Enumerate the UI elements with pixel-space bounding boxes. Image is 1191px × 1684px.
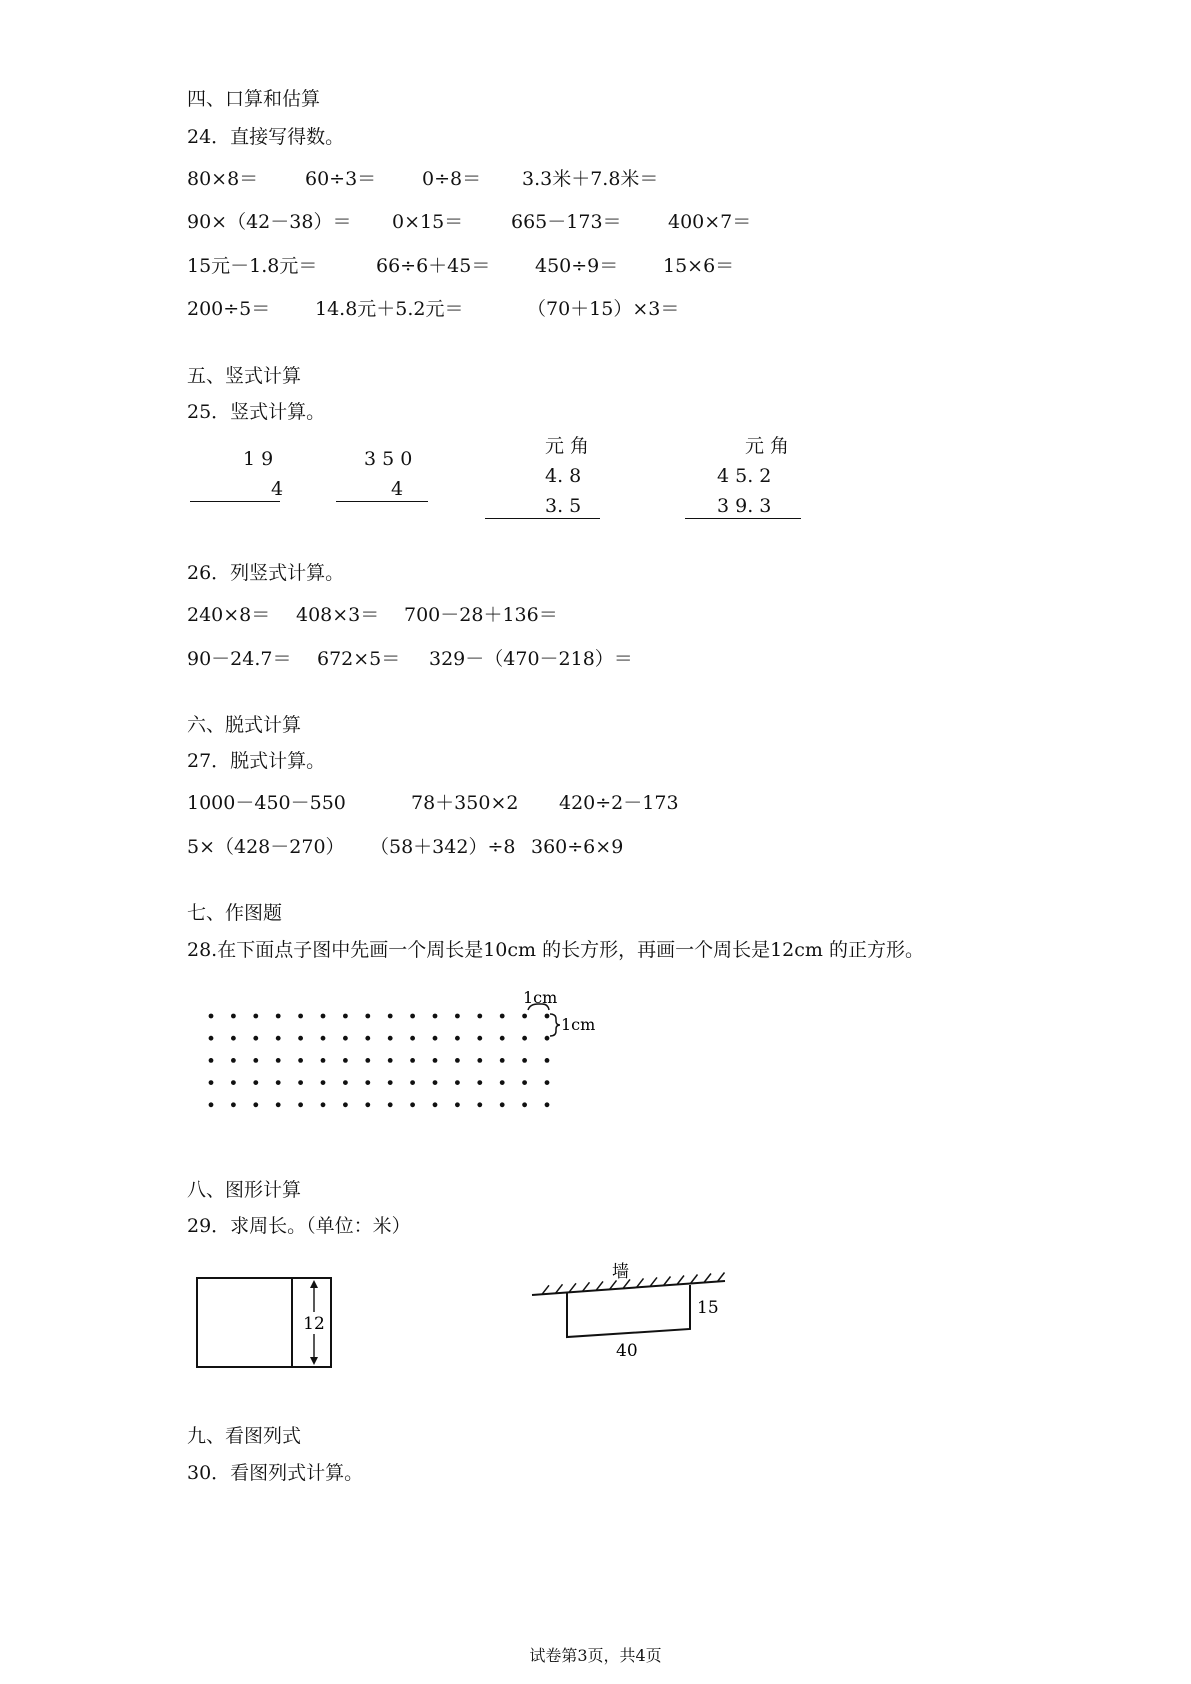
question-30: 30．看图列式计算。 (187, 1462, 364, 1484)
calc-24-2: 60÷3＝ (305, 168, 377, 190)
vertical-1-top: 1 9 (243, 448, 274, 470)
page-footer: 试卷第3页，共4页 (529, 1646, 662, 1665)
calc-26-4: 90－24.7＝ (187, 648, 292, 670)
vertical-3-bottom: 3. 5 (545, 495, 582, 517)
calc-26-5: 672×5＝ (317, 648, 401, 670)
section9-title: 九、看图列式 (187, 1425, 302, 1447)
section5-title: 五、竖式计算 (187, 365, 302, 387)
calc-24-12: 15×6＝ (663, 255, 735, 277)
figure1-side-label: 12 (303, 1314, 325, 1334)
figure2-bottom-label: 40 (616, 1341, 638, 1361)
calc-26-6: 329－（470－218）＝ (429, 648, 633, 670)
calc-26-3: 700－28＋136＝ (404, 604, 558, 626)
calc-26-2: 408×3＝ (296, 604, 380, 626)
calc-24-13: 200÷5＝ (187, 298, 271, 320)
unit-label-horizontal: 1cm (523, 988, 558, 1007)
question-25: 25．竖式计算。 (187, 401, 326, 423)
vertical-4-header: 元 角 (745, 435, 790, 457)
calc-27-1: 1000－450－550 (187, 792, 346, 814)
question-28: 28.在下面点子图中先画一个周长是10cm 的长方形，再画一个周长是12cm 的正方形。 (187, 939, 924, 961)
question-27: 27．脱式计算。 (187, 750, 326, 772)
question-24: 24．直接写得数。 (187, 126, 345, 148)
calc-27-2: 78＋350×2 (411, 792, 519, 814)
calc-26-1: 240×8＝ (187, 604, 271, 626)
vertical-3-header: 元 角 (545, 435, 590, 457)
question-29: 29．求周长。（单位：米） (187, 1215, 411, 1237)
figure2-side-label: 15 (697, 1298, 719, 1318)
wall-label: 墙 (612, 1262, 629, 1282)
vertical-1-bottom: 4 (271, 478, 284, 500)
calc-27-4: 5×（428－270） (187, 836, 345, 858)
calc-24-6: 0×15＝ (392, 211, 464, 233)
calc-27-3: 420÷2－173 (559, 792, 679, 814)
calc-24-10: 66÷6＋45＝ (376, 255, 491, 277)
calc-27-6: 360÷6×9 (531, 836, 624, 858)
question-26: 26．列竖式计算。 (187, 562, 345, 584)
vertical-2-top: 3 5 0 (364, 448, 413, 470)
calc-24-15: （70＋15）×3＝ (527, 298, 680, 320)
calc-24-11: 450÷9＝ (535, 255, 619, 277)
section6-title: 六、脱式计算 (187, 714, 302, 736)
calc-27-5: （58＋342）÷8 (370, 836, 516, 858)
calc-24-8: 400×7＝ (668, 211, 752, 233)
calc-24-4: 3.3米＋7.8米＝ (522, 168, 659, 190)
calc-24-9: 15元－1.8元＝ (187, 255, 318, 277)
vertical-4-bottom: 3 9. 3 (717, 495, 772, 517)
calc-24-14: 14.8元＋5.2元＝ (315, 298, 464, 320)
section4-title: 四、口算和估算 (187, 88, 321, 110)
calc-24-3: 0÷8＝ (422, 168, 482, 190)
calc-24-7: 665－173＝ (511, 211, 622, 233)
vertical-3-top: 4. 8 (545, 465, 582, 487)
calc-24-5: 90×（42－38）＝ (187, 211, 352, 233)
section8-title: 八、图形计算 (187, 1179, 302, 1201)
unit-label-vertical: 1cm (561, 1015, 596, 1034)
vertical-2-bottom: 4 (391, 478, 404, 500)
vertical-4-top: 4 5. 2 (717, 465, 772, 487)
calc-24-1: 80×8＝ (187, 168, 259, 190)
section7-title: 七、作图题 (187, 902, 283, 924)
